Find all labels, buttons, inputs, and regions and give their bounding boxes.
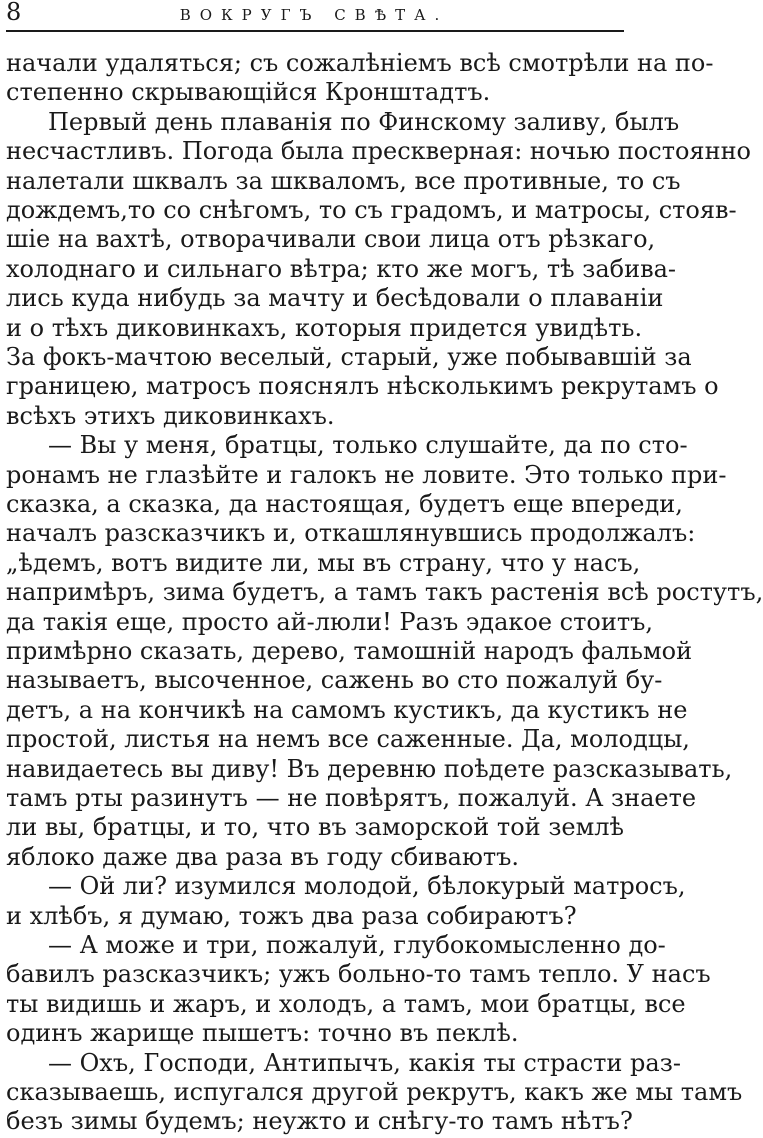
text-line: границею, матросъ пояснялъ нѣсколькимъ рекрутамъ о: [6, 372, 719, 401]
page-number: 8: [6, 0, 22, 26]
running-head-title: ВОКРУГЪ СВѢТА.: [179, 6, 449, 24]
text-line: безъ зимы будемъ; неужто и снѣгу-то тамъ нѣтъ?: [6, 1107, 633, 1136]
text-line: — Вы у меня, братцы, только слушайте, да по сто-: [48, 431, 688, 460]
text-line: шіе на вахтѣ, отворачивали свои лица отъ рѣзкаго,: [6, 225, 656, 254]
text-line: степенно скрывающійся Кронштадтъ.: [6, 78, 491, 107]
text-line: холоднаго и сильнаго вѣтра; кто же могъ, тѣ забива-: [6, 254, 677, 283]
text-line: сказываешь, испугался другой рекрутъ, какъ же мы тамъ: [6, 1078, 743, 1106]
text-line: ты видишь и жаръ, и холодъ, а тамъ, мои братцы, все: [6, 989, 686, 1018]
text-line: тамъ рты разинутъ — не повѣрятъ, пожалуй. А знаете: [6, 784, 697, 812]
text-line: примѣрно сказать, дерево, тамошній народъ фальмой: [6, 637, 693, 665]
text-line: напримѣръ, зима будетъ, а тамъ такъ растенія всѣ ростутъ,: [6, 578, 763, 607]
text-line: бавилъ разсказчикъ; ужъ больно-то тамъ тепло. У насъ: [6, 960, 711, 989]
text-line: детъ, а на кончикѣ на самомъ кустикъ, да кустикъ не: [6, 695, 688, 724]
running-head: [6, 0, 622, 32]
text-line: Первый день плаванія по Финскому заливу, былъ: [48, 107, 680, 136]
text-line: и хлѣбъ, я думаю, тожъ два раза собираютъ?: [6, 901, 577, 930]
text-line: всѣхъ этихъ диковинкахъ.: [6, 401, 335, 430]
text-line: простой, листья на немъ все саженные. Да, молодцы,: [6, 725, 690, 754]
text-line: да такія еще, просто ай-люли! Разъ эдакое стоитъ,: [6, 607, 653, 636]
text-line: начали удаляться; съ сожалѣніемъ всѣ смотрѣли на по-: [6, 49, 714, 77]
text-line: За фокъ-мачтою веселый, старый, уже побывавшій за: [6, 343, 692, 371]
text-line: налетали шквалъ за шкваломъ, все противные, то съ: [6, 166, 681, 195]
text-line: сказка, а сказка, да настоящая, будетъ еще впереди,: [6, 490, 683, 518]
text-line: ронамъ не глазѣйте и галокъ не ловите. Это только при-: [6, 460, 727, 489]
text-line: называетъ, высоченное, сажень во сто пожалуй бу-: [6, 666, 663, 695]
text-line: навидаетесь вы диву! Въ деревню поѣдете разсказывать,: [6, 754, 733, 783]
text-line: „ѣдемъ, вотъ видите ли, мы въ страну, что у насъ,: [6, 548, 641, 577]
text-line: яблоко даже два раза въ году сбиваютъ.: [6, 842, 520, 871]
text-line: одинъ жарище пышетъ: точно въ пеклѣ.: [6, 1019, 519, 1048]
text-line: — А може и три, пожалуй, глубокомысленно до-: [48, 931, 666, 959]
text-line: ли вы, братцы, и то, что въ заморской той землѣ: [6, 813, 624, 842]
text-line: и о тѣхъ диковинкахъ, которыя придется увидѣть.: [6, 313, 643, 342]
text-line: началъ разсказчикъ и, откашлянувшись продолжалъ:: [6, 519, 696, 548]
text-line: несчастливъ. Погода была прескверная: ночью постоянно: [6, 137, 752, 166]
text-line: дождемъ,то со снѣгомъ, то съ градомъ, и матросы, стояв-: [6, 196, 737, 224]
header-rule: [6, 30, 624, 32]
text-line: — Охъ, Господи, Антипычъ, какія ты страсти раз-: [48, 1048, 681, 1077]
text-line: — Ой ли? изумился молодой, бѣлокурый матросъ,: [48, 872, 686, 901]
text-line: лись куда нибудь за мачту и бесѣдовали о плаваніи: [6, 284, 664, 313]
